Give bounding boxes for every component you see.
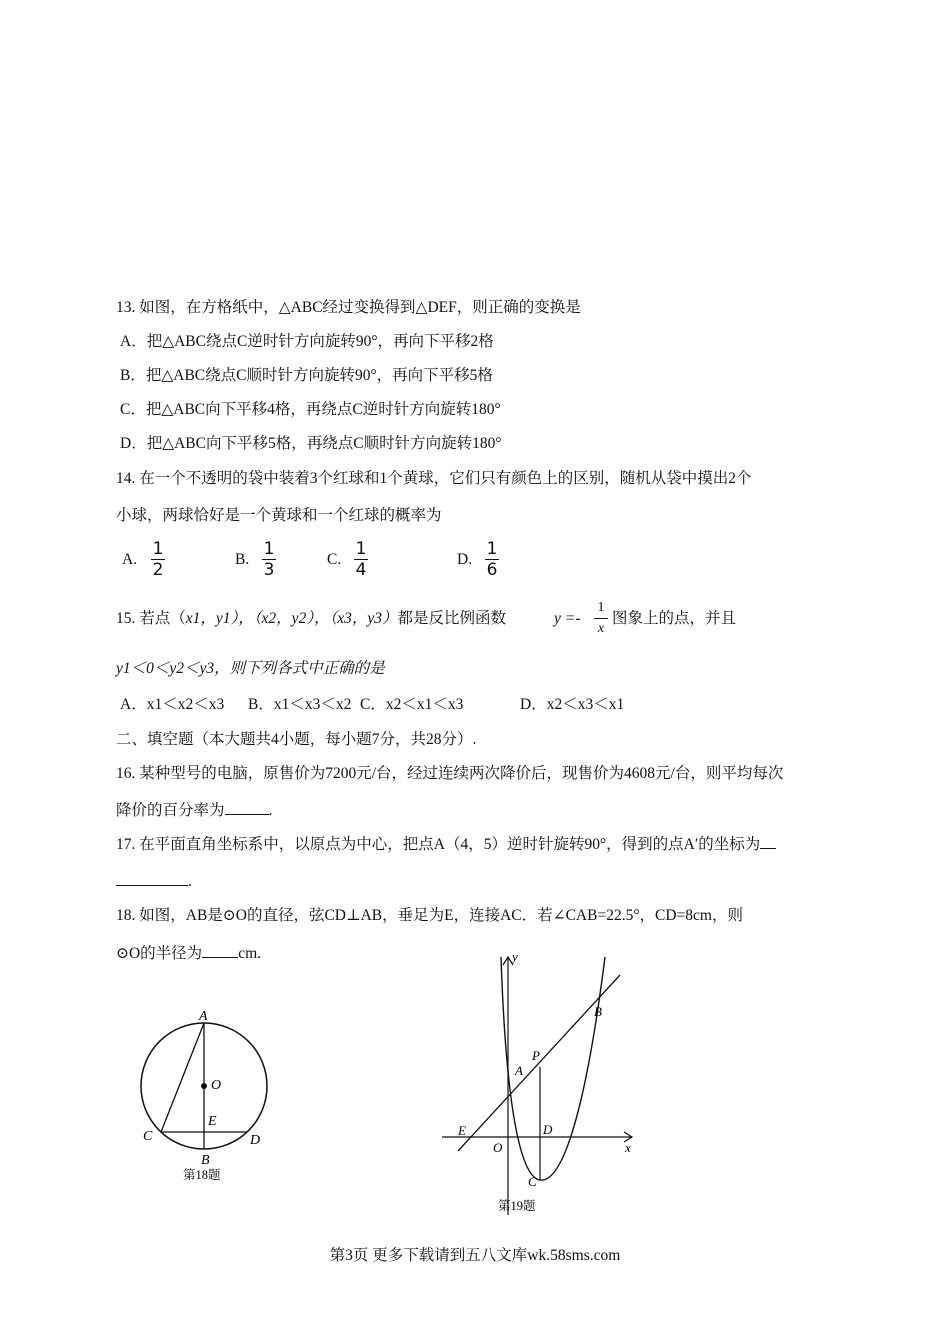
q13-option-a: A．把△ABC绕点C逆时针方向旋转90°，再向下平移2格 [120, 333, 494, 350]
q14-option-c-label: C. [327, 551, 342, 568]
q15-points: x1，y1），（x2，y2），（x3，y3） [185, 610, 398, 627]
q14-stem-line2: 小球，两球恰好是一个黄球和一个红球的概率为 [116, 507, 442, 524]
q16-line2: 降价的百分率为 . [116, 802, 273, 819]
label-o: O [211, 1078, 222, 1093]
figure-18-circle-diagram [130, 1000, 290, 1190]
q14-option-b-fraction [262, 540, 276, 579]
label-x: x [625, 1140, 631, 1155]
label-d: D [250, 1133, 261, 1148]
figure-19-parabola-diagram [440, 945, 640, 1220]
q17-line2: . [116, 872, 192, 892]
label-d: D [543, 1122, 553, 1137]
label-a: A [515, 1063, 523, 1078]
straight-line-eb [458, 975, 620, 1151]
label-c: C [143, 1129, 153, 1144]
page-footer: 第3页 更多下载请到五八文库wk.58sms.com [329, 1247, 621, 1264]
fraction-denominator: 3 [263, 560, 275, 580]
label-e: E [208, 1114, 217, 1129]
q15-option-d: D．x2＜x3＜x1 [520, 696, 625, 713]
fraction-numerator: 1 [486, 539, 498, 559]
q15-stem [116, 609, 506, 629]
q15-option-c: C．x2＜x1＜x3 [360, 696, 464, 713]
label-c: C [528, 1174, 537, 1189]
segment-ac [161, 1023, 204, 1132]
figure-18-caption: 第18题 [183, 1168, 221, 1182]
q14-stem-line1: 14. 在一个不透明的袋中装着3个红球和1个黄球，它们只有颜色上的区别，随机从袋中摸出2个 [116, 470, 752, 487]
q15-condition: y1＜0＜y2＜y3，则下列各式中正确的是 [116, 660, 385, 677]
q18-answer-blank[interactable] [202, 957, 238, 958]
q14-option-a-fraction [151, 540, 165, 579]
q13-option-c: C．把△ABC向下平移4格，再绕点C逆时针方向旋转180° [120, 401, 501, 418]
label-y: y [512, 949, 518, 964]
label-o: O [493, 1140, 503, 1155]
fraction-numerator: 1 [597, 600, 605, 615]
fraction-numerator: 1 [152, 539, 164, 559]
q16-line1: 16. 某种型号的电脑，原售价为7200元/台，经过连续两次降价后，现售价为4608元/台，则平均每次 [116, 765, 784, 782]
figure-19-caption: 第19题 [498, 1199, 536, 1213]
fraction-denominator: x [597, 621, 605, 636]
q14-option-c-fraction [354, 540, 368, 579]
fraction-denominator: 6 [486, 560, 498, 580]
q15-option-b: B．x1＜x3＜x2 [248, 696, 352, 713]
label-b: B [201, 1153, 210, 1168]
q16-line2-text: 降价的百分率为 [116, 802, 225, 819]
q14-option-a-label: A. [122, 551, 138, 568]
q13-stem: 13. 如图，在方格纸中，△ABC经过变换得到△DEF，则正确的变换是 [116, 299, 581, 316]
q15-func-fraction [594, 599, 608, 638]
q15-func-lhs: y =- [554, 610, 581, 627]
q18-line2 [116, 944, 261, 964]
q16-answer-blank[interactable] [225, 814, 269, 815]
q17-line1 [116, 835, 776, 855]
q14-option-d-fraction [485, 540, 499, 579]
fraction-numerator: 1 [355, 539, 367, 559]
label-e: E [458, 1123, 466, 1138]
q13-option-d: D．把△ABC向下平移5格，再绕点C顺时针方向旋转180° [120, 435, 502, 452]
fraction-denominator: 4 [355, 560, 367, 580]
section2-title: 二、填空题（本大题共4小题，每小题7分，共28分）. [116, 731, 477, 748]
q18-line1: 18. 如图，AB是⊙O的直径，弦CD⊥AB，垂足为E，连接AC．若∠CAB=22.5°，CD=8cm，则 [116, 907, 743, 924]
fraction-denominator: 2 [152, 560, 164, 580]
q18-line2-pre: ⊙O的半径为 [116, 945, 203, 962]
q17-line1-text: 17. 在平面直角坐标系中，以原点为中心，把点A（4，5）逆时针旋转90°，得到的点A′的坐标为 [116, 836, 761, 853]
q18-line2-post: cm. [238, 945, 261, 962]
label-b: B [594, 1004, 602, 1019]
q15-prefix: 15. 若点（ [116, 610, 186, 627]
label-p: P [532, 1048, 540, 1063]
label-a: A [199, 1009, 208, 1024]
center-point-o [201, 1083, 207, 1089]
q15-suffix: 图象上的点，并且 [612, 610, 737, 627]
q15-mid: 都是反比例函数 [397, 610, 507, 627]
q17-answer-blank-part1[interactable] [760, 848, 776, 849]
q14-option-b-label: B. [235, 551, 250, 568]
q15-option-a: A．x1＜x2＜x3 [120, 696, 225, 713]
q14-option-d-label: D. [457, 551, 473, 568]
q17-answer-blank-part2[interactable] [116, 885, 188, 886]
fraction-numerator: 1 [263, 539, 275, 559]
q13-option-b: B．把△ABC绕点C顺时针方向旋转90°，再向下平移5格 [120, 367, 493, 384]
